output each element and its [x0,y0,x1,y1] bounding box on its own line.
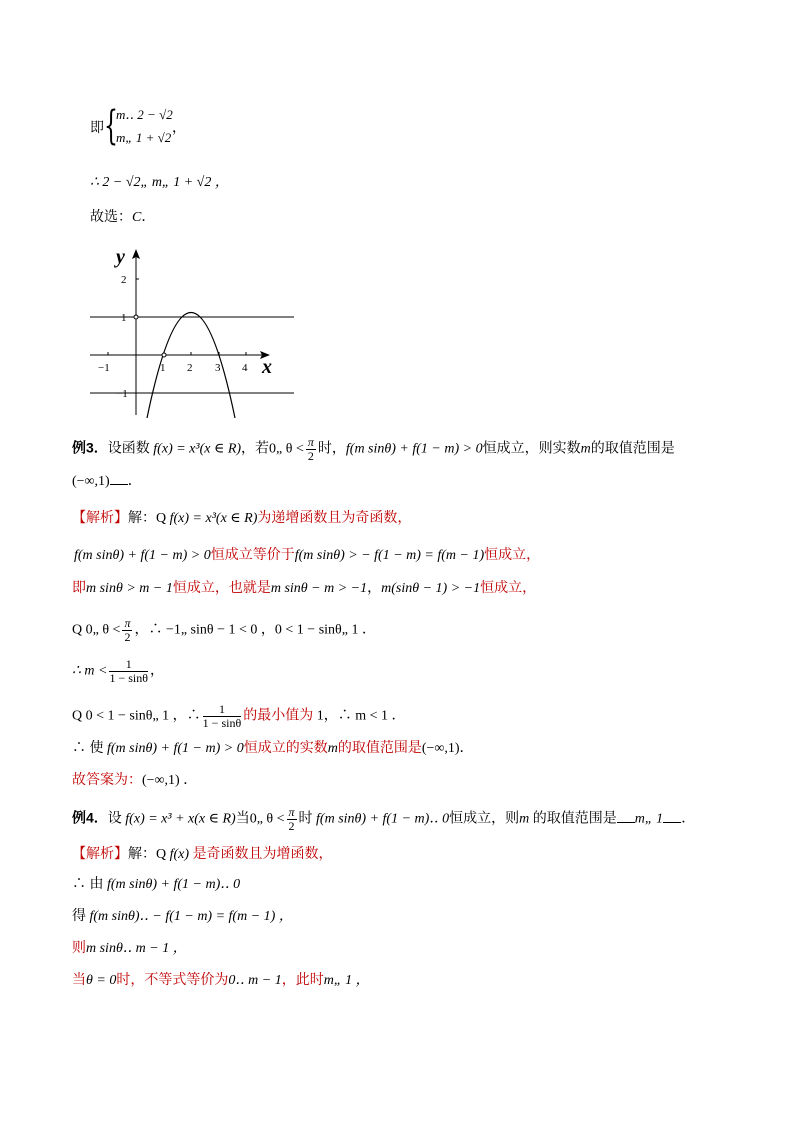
ex3-solution-line-1: 【解析】解：Q f(x) = x³(x ∈ R)为递增函数且为奇函数， [72,511,412,526]
answer-blank [663,810,681,823]
choose-line [90,209,155,227]
x-tick-label: 2 [187,362,193,374]
x-tick-label: 3 [215,362,221,374]
answer-blank [110,472,128,485]
system-brace: { [104,103,118,149]
ex3-question: 例3．设函数 f(x) = x³(x ∈ R)，若0„ θ < $\frac{\pi}{2}$ 时，f(m sinθ) + f(1 − m) > 0恒成立，则实数m的取值范围是 [72,435,675,463]
choose-label: 故选： [90,210,132,225]
ex3-solution-line-2: f(m sinθ) + f(1 − m) > 0恒成立等价于f(m sinθ) > − f(1 − m) = f(m − 1)恒成立， [74,548,541,563]
y-tick-label: −1 [116,388,128,400]
ex4-solution-line-2: ∴ 由 f(m sinθ) + f(1 − m)‥ 0 [72,877,241,892]
y-tick-label: 2 [121,274,127,286]
ex3-solution-line-8: 故答案为：(−∞,1) ． [72,773,198,788]
analysis-tag: 【解析】 [72,847,128,862]
point-1-0 [162,353,166,357]
ex4-solution-line-5: 当θ = 0时，不等式等价为0‥ m − 1，此时m„ 1 ， [72,973,370,988]
x-tick-label: −1 [98,362,110,374]
ex3-solution-line-7: ∴ 使 f(m sinθ) + f(1 − m) > 0恒成立的实数m的取值范围是(−∞,1)． [72,741,474,756]
ex4-solution-line-4: 则m sinθ‥ m − 1 ， [72,941,187,956]
ex4-label: 例4． [72,809,108,826]
system-line-1: m‥ 2 − √2 [116,107,173,122]
parabola-graph [88,243,298,418]
ex3-answer: (−∞,1) ． [72,474,142,489]
point-0-1 [134,315,138,319]
ex3-label: 例3． [72,439,108,456]
system-prefix: 即 [90,121,104,136]
y-axis-label: y [116,246,125,268]
ex3-solution-line-5: ∴ m < $\frac{1}{1 - \sin\theta}$ ， [72,657,164,685]
choose-value: C [132,210,142,225]
y-tick-label: 1 [121,312,127,324]
ex4-question: 例4．设 f(x) = x³ + x(x ∈ R)当0„ θ < $\frac{\pi}{2}$ 时 f(m sinθ) + f(1 − m)‥ 0恒成立，则m 的取值范围是 m„ 1 ． [72,805,696,833]
ex4-solution-line-1: 【解析】解：Q f(x) 是奇函数且为增函数， [72,847,333,862]
choose-end: ． [141,210,156,225]
system-tail: ， [172,121,186,136]
x-axis-label: x [262,356,272,378]
analysis-tag: 【解析】 [72,511,128,526]
answer-blank [617,810,635,823]
therefore-line: ∴ 2 − √2„ m„ 1 + √2 ， [90,175,229,190]
ex3-answer-value: (−∞,1) [72,474,110,489]
x-tick-label: 1 [160,362,166,374]
system-line-2: m„ 1 + √2 [116,130,172,145]
ex4-solution-line-3: 得 f(m sinθ)‥ − f(1 − m) = f(m − 1) ， [72,909,293,924]
ex3-solution-line-6: Q 0 < 1 − sinθ„ 1 ，∴ $\frac{1}{1 - \sin\theta}$ 的最小值为 1，∴ m < 1 ． [72,702,406,730]
ex3-solution-line-3: 即m sinθ > m − 1恒成立，也就是m sinθ − m > −1，m(sinθ − 1) > −1恒成立， [72,581,537,596]
ex3-solution-line-4: Q 0„ θ < $\frac{\pi}{2}$ ，∴ −1„ sinθ − 1 < 0 ，0 < 1 − sinθ„ 1 ． [72,616,376,644]
x-tick-label: 4 [242,362,248,374]
ex4-answer-value: m„ 1 [634,811,664,827]
